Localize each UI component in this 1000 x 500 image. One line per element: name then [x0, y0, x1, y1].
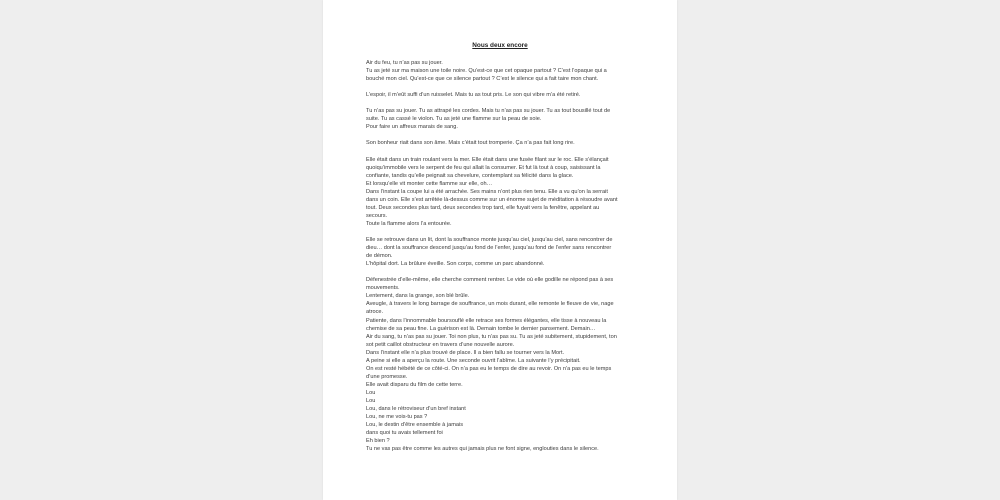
- text-line: Défenestrée d’elle-même, elle cherche comment rentrer. Le vide où elle godille ne répond pas à ses: [366, 277, 614, 284]
- text-line: Lou: [366, 397, 376, 404]
- text-line: secours.: [366, 212, 388, 219]
- paragraph: [366, 236, 638, 268]
- text-line: A peine si elle a aperçu la route. Une seconde ouvrit l’abîme. La suivante l’y précipitait.: [366, 357, 581, 364]
- paragraph: [366, 139, 638, 147]
- text-line: Son bonheur riait dans son âme. Mais c’était tout tromperie. Ça n’a pas fait long rire.: [366, 140, 575, 147]
- paragraph: [366, 156, 638, 228]
- text-line: de démon.: [366, 253, 393, 260]
- text-line: Pour faire un affreux marais de sang.: [366, 124, 458, 131]
- document-page: [323, 0, 677, 500]
- text-line: Elle se retrouve dans un lit, dont la souffrance monte jusqu’au ciel, jusqu’au ciel, sans rencontrer de: [366, 237, 613, 244]
- text-line: mouvements.: [366, 285, 400, 292]
- document-body: [366, 59, 638, 453]
- text-line: Dans l’instant la coupe lui a été arrachée. Ses mains n’ont plus rien tenu. Elle a vu qu’on la serrait: [366, 188, 608, 195]
- text-line: Air du sang, tu n’as pas su jouer. Toi non plus, tu n’as pas su. Tu as jeté subitement, stupidement, ton: [366, 333, 617, 340]
- text-line: Tu as jeté sur ma maison une toile noire. Qu’est-ce que cet opaque partout ? C’est l’opaque qui a: [366, 68, 607, 75]
- text-line: Dans l’instant elle n’a plus trouvé de place. Il a bien fallu se tourner vers la Mort.: [366, 349, 565, 356]
- text-line: Aveugle, à travers le long barrage de souffrance, un mois durant, elle remonte le fleuve de vie, nage: [366, 301, 614, 308]
- text-line: Lou: [366, 389, 376, 396]
- document-title: Nous deux encore: [472, 42, 528, 49]
- text-line: d’une promesse.: [366, 373, 408, 380]
- text-line: Lou, dans le rétroviseur d’un bref instant: [366, 406, 466, 413]
- text-line: atroce.: [366, 309, 384, 316]
- paragraph: [366, 59, 638, 83]
- text-line: Lou, le destin d’être ensemble à jamais: [366, 422, 464, 429]
- text-line: Lentement, dans la grange, son blé brûle.: [366, 293, 470, 300]
- text-line: tout. Deux secondes plus tard, deux secondes trop tard, elle fuyait vers la fenêtre, appelant au: [366, 204, 600, 211]
- text-line: suite. Tu as cassé le violon. Tu as jeté une flamme sur la peau de soie.: [366, 116, 542, 123]
- text-line: confiante, tandis qu’elle peignait sa chevelure, contemplant sa félicité dans la glace.: [366, 172, 574, 179]
- text-line: L’espoir, il m’eût suffi d’un ruisselet. Mais tu as tout pris. Le son qui vibre m’a été retiré.: [366, 92, 581, 99]
- text-line: Toute la flamme alors l’a entourée.: [366, 220, 452, 227]
- text-line: L’hôpital dort. La brûlure éveille. Son corps, comme un parc abandonné.: [366, 261, 545, 268]
- paragraph: [366, 276, 638, 453]
- text-line: Elle avait disparu du film de cette terre.: [366, 381, 463, 388]
- paragraph: [366, 91, 638, 99]
- text-line: dans quoi tu avais tellement foi: [366, 430, 443, 437]
- text-line: On est resté hébété de ce côté-ci. On n’a pas eu le temps de dire au revoir. On n’a pas eu le temps: [366, 365, 612, 372]
- text-line: Tu n’as pas su jouer. Tu as attrapé les cordes. Mais tu n’as pas su jouer. Tu as tout bousillé tout de: [366, 108, 611, 115]
- text-line: Air du feu, tu n’as pas su jouer.: [366, 60, 443, 66]
- text-line: quoiqu’immobile vers le serpent de feu qui allait la consumer. Et fut là tout à coup, saisissant la: [366, 164, 601, 171]
- text-line: Patiente, dans l’innommable boursouflé elle retrace ses formes élégantes, elle tisse à nouveau la: [366, 317, 607, 324]
- text-line: dans un coin. Elle s’est arrêtée là-dessus comme sur un énorme sujet de méditation à résoudre avant: [366, 196, 618, 203]
- text-line: Lou, ne me vois-tu pas ?: [366, 414, 428, 421]
- text-line: dieu… dont la souffrance descend jusqu’au fond de l’enfer, jusqu’au fond de l’enfer sans rencontrer: [366, 245, 612, 252]
- paragraph: [366, 107, 638, 131]
- text-line: Tu ne vas pas être comme les autres qui jamais plus ne font signe, englouties dans le silence.: [366, 446, 599, 453]
- text-line: chemise de sa peau fine. La guérison est là. Demain tombe le dernier pansement. Demain…: [366, 325, 596, 332]
- text-line: Elle était dans un train roulant vers la mer. Elle était dans une fusée filant sur le roc. Elle s’élançait: [366, 156, 609, 163]
- text-line: sot petit caillot obstructeur en travers d’une nouvelle aurore.: [366, 341, 515, 348]
- text-line: bouché mon ciel. Qu’est-ce que ce silence partout ? C’est le silence qui a fait taire mon chant.: [366, 76, 599, 83]
- text-line: Eh bien ?: [366, 438, 390, 445]
- text-line: Et lorsqu’elle vit monter cette flamme sur elle, oh…: [366, 180, 493, 187]
